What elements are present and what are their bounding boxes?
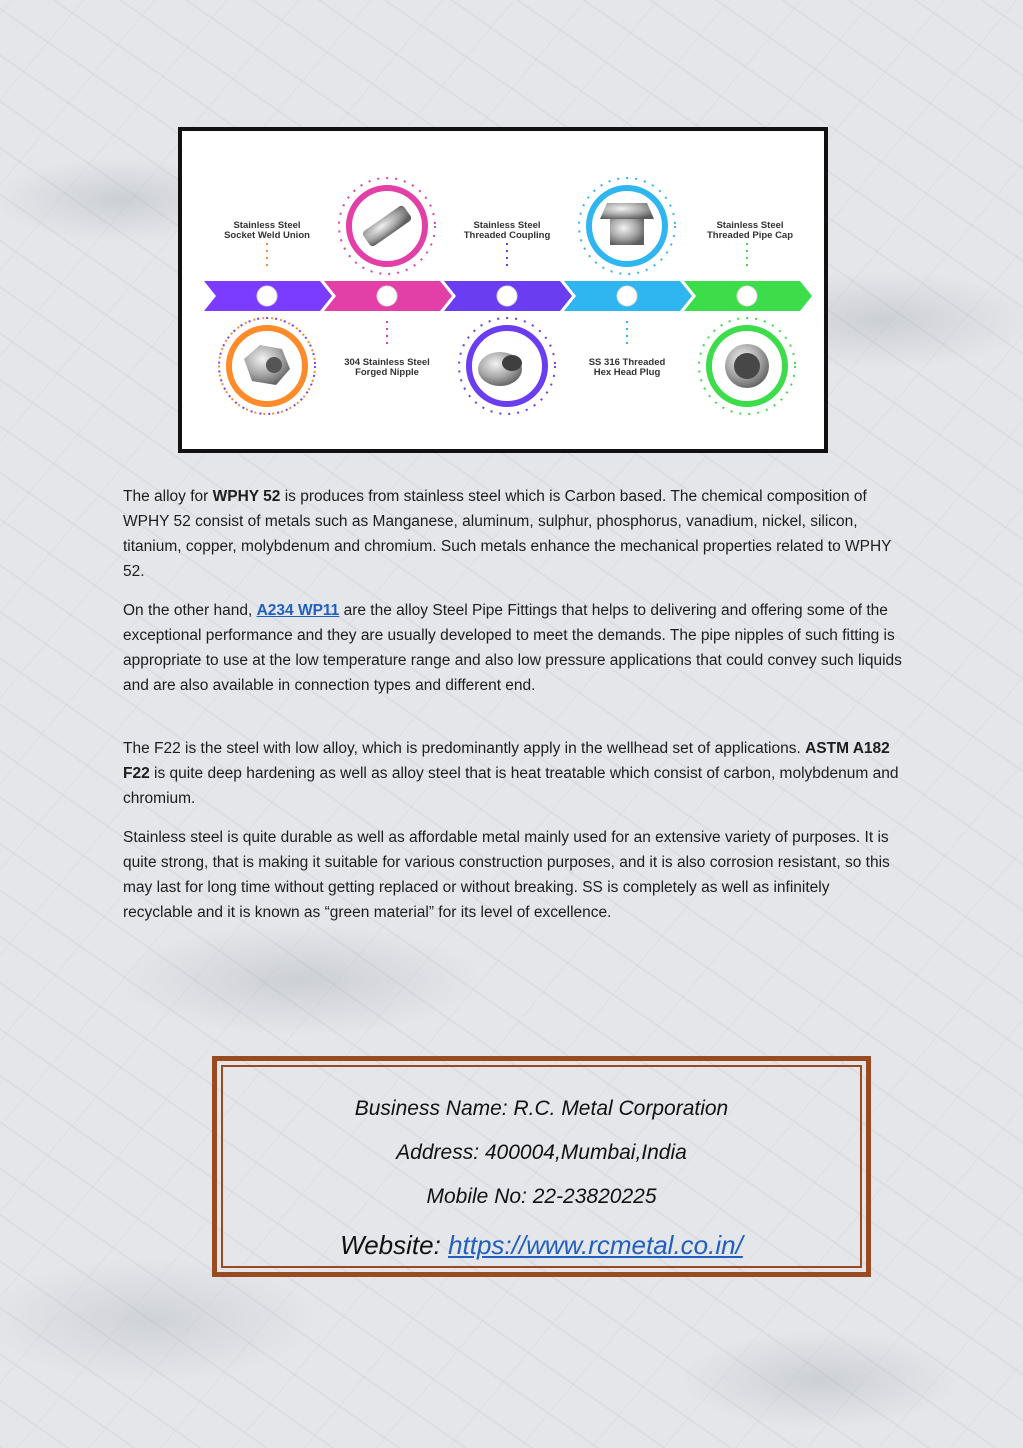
- contact-box: [212, 1056, 871, 1277]
- a234-wp11-link[interactable]: A234 WP11: [256, 602, 340, 619]
- pipe-cap-circle: [699, 318, 795, 414]
- caption-threaded-pipe-cap: Stainless Steel: [716, 220, 784, 231]
- svg-text:Forged Nipple: Forged Nipple: [355, 367, 419, 378]
- website-line: [340, 1221, 743, 1269]
- paragraph-wphy52: The alloy for WPHY 52 is produces from stainless steel which is Carbon based. The chemical composition of WPHY 52 consist of metals such as Manganese, aluminum, sulphur, phosphorus, vanadium, nickel, silicon, titanium, copper, molybdenum and chromium. Such metals enhance the mechanical properties related to WPHY 52.: [123, 488, 892, 580]
- fittings-infographic: [178, 127, 828, 453]
- caption-forged-nipple: 304 Stainless Steel: [344, 357, 430, 368]
- a182-f22-bold: ASTM A182 F22: [123, 740, 890, 782]
- wphy52-bold: WPHY 52: [212, 488, 281, 505]
- address: Address: 400004,Mumbai,India: [396, 1141, 687, 1164]
- caption-hex-head-plug: SS 316 Threaded: [588, 357, 666, 368]
- forged-nipple-circle: [339, 178, 435, 274]
- plug-icon: [600, 203, 654, 219]
- mobile-number: Mobile No: 22-23820225: [426, 1185, 657, 1208]
- caption-socket-weld-union: Stainless Steel: [233, 220, 301, 231]
- hex-plug-circle: [579, 178, 675, 274]
- paragraph-stainless-steel: Stainless steel is quite durable as well as affordable metal mainly used for an extensive variety of purposes. It is quite strong, that is making it suitable for various construction purposes, and it is also corrosion resistant, so this may last for long time without getting replaced or without breaking. SS is completely as well as infinitely recyclable and it is known as “green material” for its level of excellence.: [123, 829, 890, 921]
- website-link[interactable]: https://www.rcmetal.co.in/: [448, 1230, 743, 1260]
- arrow-band: [204, 281, 812, 311]
- svg-text:Threaded Coupling: Threaded Coupling: [463, 230, 551, 241]
- socket-weld-union-circle: [219, 318, 315, 414]
- svg-text:Socket Weld Union: Socket Weld Union: [224, 230, 310, 241]
- svg-text:Hex Head Plug: Hex Head Plug: [593, 367, 661, 378]
- contact-box-inner: [221, 1065, 862, 1268]
- paragraph-f22: The F22 is the steel with low alloy, which is predominantly apply in the wellhead set of applications. ASTM A182 F22 is quite deep hardening as well as alloy steel that is heat treatable which consist of carbon, molybdenum and chromium.: [123, 740, 899, 807]
- website-label: Website:: [340, 1230, 449, 1260]
- threaded-coupling-circle: [459, 318, 555, 414]
- business-name: Business Name: R.C. Metal Corporation: [354, 1097, 729, 1120]
- paragraph-a234: On the other hand, A234 WP11 are the alloy Steel Pipe Fittings that helps to delivering and offering some of the exceptional performance and they are usually developed to meet the demands. The pipe nipples of such fitting is appropriate to use at the low temperature range and also low pressure applications that could convey such liquids and are also available in connection types and different end.: [123, 602, 902, 694]
- caption-threaded-coupling: Stainless Steel: [473, 220, 541, 231]
- svg-text:Threaded Pipe Cap: Threaded Pipe Cap: [706, 230, 794, 241]
- infographic-svg: [182, 131, 824, 449]
